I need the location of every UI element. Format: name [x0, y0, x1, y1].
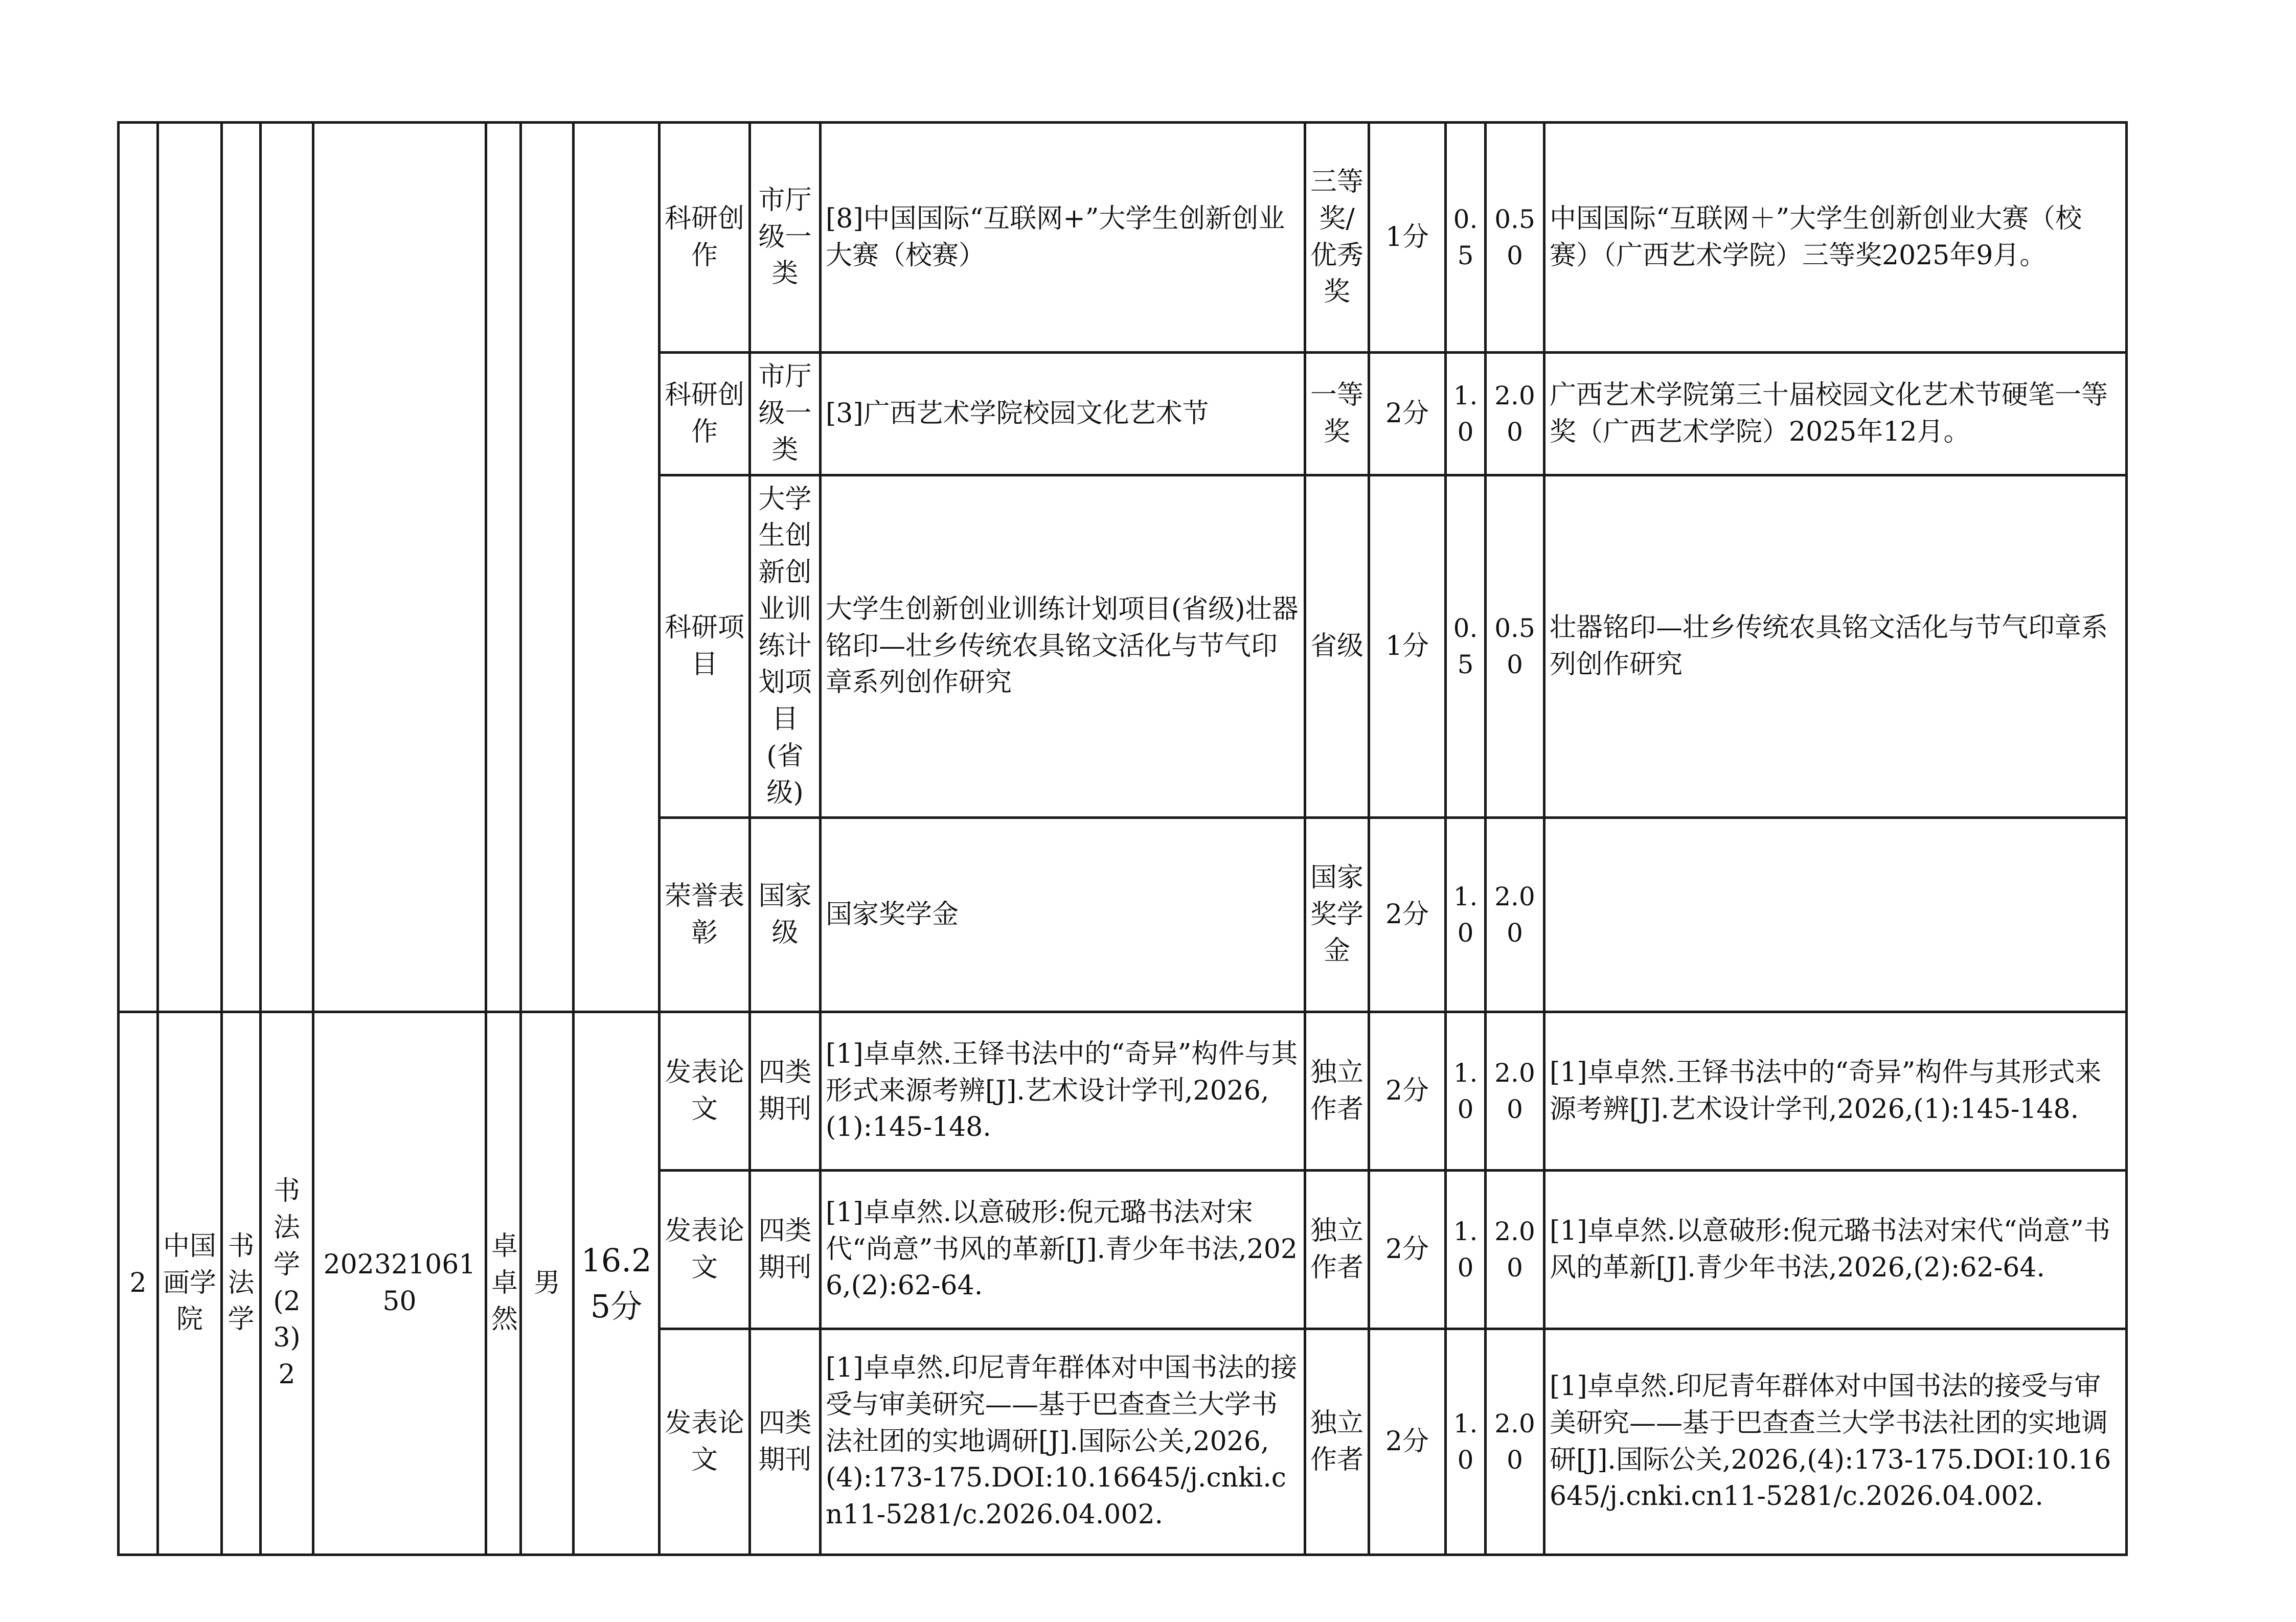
item-cell: [1]卓卓然.印尼青年群体对中国书法的接受与审美研究——基于巴查查兰大学书法社团的实地调研[J].国际公关,2026,(4):173-175.DOI:10.16645/j.cnki.cn11-5281/c.2026.04.002.: [821, 1329, 1305, 1555]
college-cell: 中国画学院: [158, 1012, 222, 1555]
coefficient-cell: 1.0: [1446, 353, 1486, 475]
score-cell: 2.00: [1486, 1171, 1544, 1329]
gender-cell: 男: [521, 1012, 574, 1555]
student-index-cell: 2: [119, 1012, 158, 1555]
total-score-cell: 16.25分: [574, 1012, 660, 1555]
major-cell: 书法学: [222, 1012, 261, 1555]
category-cell: 发表论文: [660, 1329, 750, 1555]
blank-id-cell: [313, 123, 486, 1012]
student-id-cell: 20232106150: [313, 1012, 486, 1555]
grade-cell: 一等奖: [1305, 353, 1369, 475]
grade-cell: 独立作者: [1305, 1329, 1369, 1555]
base-score-cell: 1分: [1369, 475, 1446, 818]
score-cell: 2.00: [1486, 1012, 1544, 1171]
level-cell: 大学生创新创业训练计划项目(省级): [750, 475, 821, 818]
coefficient-cell: 1.0: [1446, 1012, 1486, 1171]
blank-class-cell: [261, 123, 313, 1012]
grade-cell: 国家奖学金: [1305, 818, 1369, 1012]
class-cell: 书法学(23)2: [261, 1012, 313, 1555]
grade-cell: 省级: [1305, 475, 1369, 818]
base-score-cell: 2分: [1369, 818, 1446, 1012]
coefficient-cell: 0.5: [1446, 123, 1486, 353]
evidence-cell: 广西艺术学院第三十届校园文化艺术节硬笔一等奖（广西艺术学院）2025年12月。: [1544, 353, 2127, 475]
score-cell: 2.00: [1486, 353, 1544, 475]
item-cell: [1]卓卓然.王铎书法中的“奇异”构件与其形式来源考辨[J].艺术设计学刊,2026,(1):145-148.: [821, 1012, 1305, 1171]
coefficient-cell: 1.0: [1446, 1329, 1486, 1555]
item-cell: [1]卓卓然.以意破形:倪元璐书法对宋代“尚意”书风的革新[J].青少年书法,2026,(2):62-64.: [821, 1171, 1305, 1329]
evidence-cell: [1]卓卓然.王铎书法中的“奇异”构件与其形式来源考辨[J].艺术设计学刊,2026,(1):145-148.: [1544, 1012, 2127, 1171]
item-cell: 大学生创新创业训练计划项目(省级)壮器铭印—壮乡传统农具铭文活化与节气印章系列创作研究: [821, 475, 1305, 818]
item-cell: 国家奖学金: [821, 818, 1305, 1012]
level-cell: 市厅级一类: [750, 353, 821, 475]
blank-total-cell: [574, 123, 660, 1012]
level-cell: 四类期刊: [750, 1329, 821, 1555]
evidence-cell: [1]卓卓然.印尼青年群体对中国书法的接受与审美研究——基于巴查查兰大学书法社团的实地调研[J].国际公关,2026,(4):173-175.DOI:10.16645/j.cnki.cn11-5281/c.2026.04.002.: [1544, 1329, 2127, 1555]
coefficient-cell: 1.0: [1446, 1171, 1486, 1329]
blank-index-cell: [119, 123, 158, 1012]
score-cell: 0.50: [1486, 123, 1544, 353]
score-cell: 2.00: [1486, 818, 1544, 1012]
award-score-table: [117, 121, 2128, 1556]
grade-cell: 三等奖/优秀奖: [1305, 123, 1369, 353]
evidence-cell: 壮器铭印—壮乡传统农具铭文活化与节气印章系列创作研究: [1544, 475, 2127, 818]
item-cell: [3]广西艺术学院校园文化艺术节: [821, 353, 1305, 475]
category-cell: 发表论文: [660, 1171, 750, 1329]
category-cell: 科研创作: [660, 123, 750, 353]
blank-college-cell: [158, 123, 222, 1012]
blank-gender-cell: [521, 123, 574, 1012]
category-cell: 发表论文: [660, 1012, 750, 1171]
evidence-cell: [1]卓卓然.以意破形:倪元璐书法对宋代“尚意”书风的革新[J].青少年书法,2026,(2):62-64.: [1544, 1171, 2127, 1329]
coefficient-cell: 0.5: [1446, 475, 1486, 818]
blank-name-cell: [486, 123, 521, 1012]
item-cell: [8]中国国际“互联网+”大学生创新创业大赛（校赛）: [821, 123, 1305, 353]
category-cell: 科研项目: [660, 475, 750, 818]
blank-major-cell: [222, 123, 261, 1012]
score-cell: 2.00: [1486, 1329, 1544, 1555]
category-cell: 科研创作: [660, 353, 750, 475]
score-cell: 0.50: [1486, 475, 1544, 818]
base-score-cell: 1分: [1369, 123, 1446, 353]
table-row: [119, 1012, 2127, 1171]
evidence-cell: 中国国际“互联网＋”大学生创新创业大赛（校赛）（广西艺术学院）三等奖2025年9月。: [1544, 123, 2127, 353]
evidence-cell: [1544, 818, 2127, 1012]
base-score-cell: 2分: [1369, 1329, 1446, 1555]
level-cell: 国家级: [750, 818, 821, 1012]
level-cell: 四类期刊: [750, 1012, 821, 1171]
coefficient-cell: 1.0: [1446, 818, 1486, 1012]
grade-cell: 独立作者: [1305, 1012, 1369, 1171]
base-score-cell: 2分: [1369, 353, 1446, 475]
level-cell: 市厅级一类: [750, 123, 821, 353]
base-score-cell: 2分: [1369, 1012, 1446, 1171]
base-score-cell: 2分: [1369, 1171, 1446, 1329]
student-name-cell: 卓卓然: [486, 1012, 521, 1555]
category-cell: 荣誉表彰: [660, 818, 750, 1012]
table-row: [119, 123, 2127, 353]
grade-cell: 独立作者: [1305, 1171, 1369, 1329]
level-cell: 四类期刊: [750, 1171, 821, 1329]
